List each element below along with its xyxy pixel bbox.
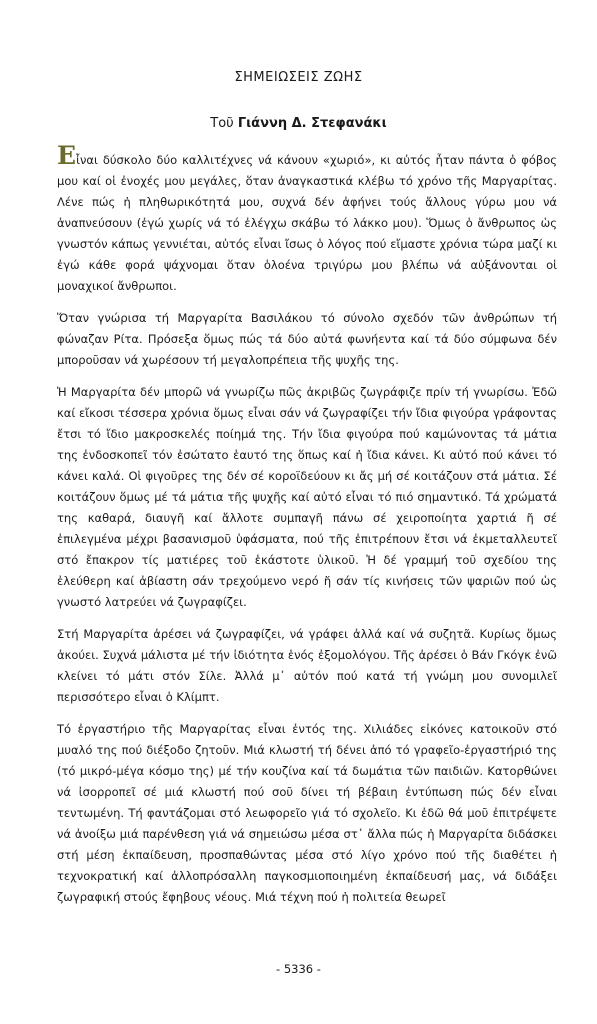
paragraph-3: Ἡ Μαργαρίτα δέν μπορῶ νά γνωρίζω πῶς ἀκριβῶς ζωγράφιζε πρίν τή γνωρίσω. Ἐδῶ καί εἴκοσι τέσσερα χρόνια ὅμως εἶναι σάν νά ζωγραφίζει τήν ἴδια φιγούρα γράφοντας ἔτσι τό ἴδιο μακροσκελές ποίημά της. Τήν ἴδια φιγούρα πού καμώνοντας τά μάτια της ἐνδοσκοπεῖ τόν ἐσώτατο ἑαυτό της ὅπως καί ἡ ἴδια κάνει. Κι αὐτό πού κάνει τό κάνει καλά. Οἱ φιγοῦρες της δέν σέ κοροϊδεύουν κι ἄς μή σέ κοιτάζουν στά μάτια. Σέ κοιτάζουν ὅμως μέ τά μάτια τῆς ψυχῆς καί αὐτό εἶναι τό πιό σημαντικό. Τά χρώματά της καθαρά, διαυγῆ καί ἄλλοτε συμπαγῆ πάνω σέ χειροποίητα χαρτιά ἤ σέ ἐπιλεγμένα μέχρι βασανισμοῦ ὑφάσματα, πού τῆς ἐπιτρέπουν ἔτσι νά ἐκμεταλλευτεῖ στό ἔπακρον τίς ματιέρες τοῦ ἑκάστοτε ὑλικοῦ. Ἡ δέ γραμμή τοῦ σχεδίου της ἐλεύθερη καί ἀβίαστη σάν τρεχούμενο νερό ἤ σάν τίς κινήσεις τῶν ψαριῶν πού ὡς γνωστό λατρεύει νά ζωγραφίζει. <box>57 385 557 609</box>
paragraph-1 <box>57 141 557 297</box>
byline <box>0 116 597 131</box>
article-body <box>57 141 557 919</box>
paragraph-5: Τό ἐργαστήριο τῆς Μαργαρίτας εἶναι ἐντός της. Χιλιάδες εἰκόνες κατοικοῦν στό μυαλό της πού διέξοδο ζητοῦν. Μιά κλωστή τή δένει ἀπό τό γραφεῖο-ἐργαστήριό της (τό μικρό-μέγα κόσμο της) μέ τήν κουζίνα καί τά δωμάτια τῶν παιδιῶν. Κατορθώνει νά ἰσορροπεῖ σέ μιά κλωστή πού σοῦ δίνει τή βέβαιη ἐντύπωση πώς δέν εἶναι τεντωμένη. Τή φαντάζομαι στό λεωφορεῖο γιά τό σχολεῖο. Κι ἐδῶ θά μοῦ ἐπιτρέψετε νά ἀνοίξω μιά παρένθεση γιά νά σημειώσω μέσα στ᾿ ἄλλα πώς ἡ Μαργαρίτα διδάσκει στή μέση ἐκπαίδευση, προσπαθώντας μέσα στό λίγο χρόνο πού τῆς διαθέτει ἡ τεχνοκρατική καί ἀλλοπρόσαλλη παγκοσμιοποιημένη ἐκπαίδευσή μας, νά διδάξει ζωγραφική στούς ἔφηβους νέους. Μιά τέχνη πού ἡ πολιτεία θεωρεῖ <box>57 722 557 904</box>
paragraph-1-text: ἶναι δύσκολο δύο καλλιτέχνες νά κάνουν «χωριό», κι αὐτός ἦταν πάντα ὁ φόβος μου καί οἱ ἐνοχές μου μεγάλες, ὅταν ἀναγκαστικά κλέβω τό χρόνο τῆς Μαργαρίτας. Λένε πώς ἡ πληθωρικότητά μου, συχνά δέν ἀφήνει τούς ἄλλους γύρω μου νά ἀναπνεύσουν (ἐγώ χωρίς νά τό ἐλέγχω σκάβω τό λάκκο μου). Ὅμως ὁ ἄνθρωπος ὡς γνωστόν κάπως γεννιέται, αὐτός εἶναι ἴσως ὁ λόγος πού εἴμαστε χρόνια τώρα μαζί κι ἐγώ κάθε φορά ψάχνομαι ὅταν ὁλοένα τριγύρω μου βλέπω νά αὐξάνονται οἱ μοναχικοί ἄνθρωποι. <box>57 153 557 293</box>
page-title: ΣΗΜΕΙΩΣΕΙΣ ΖΩΗΣ <box>234 70 363 85</box>
paragraph-4: Στή Μαργαρίτα ἀρέσει νά ζωγραφίζει, νά γράφει ἀλλά καί νά συζητᾶ. Κυρίως ὅμως ἀκούει. Συχνά μάλιστα μέ τήν ἰδιότητα ἑνός ἐξομολόγου. Τῆς ἀρέσει ὁ Βάν Γκόγκ ἐνῶ κλείνει τό μάτι στόν Σίλε. Ἀλλά μ᾿ αὐτόν πού κατά τή γνώμη μου συνομιλεῖ περισσότερο εἶναι ὁ Κλίμπτ. <box>57 627 557 704</box>
author-name: Γιάννη Δ. Στεφανάκι <box>237 116 387 131</box>
drop-cap: Ε <box>57 141 77 170</box>
page-number: - 5336 - <box>276 962 321 976</box>
paragraph-2: Ὅταν γνώρισα τή Μαργαρίτα Βασιλάκου τό σύνολο σχεδόν τῶν ἀνθρώπων τή φώναζαν Ρίτα. Πρόσεξα ὅμως πώς τά δύο αὐτά φωνήεντα καί τά δύο σύμφωνα δέν μποροῦσαν νά χωρέσουν τή μεγαλοπρέπεια τῆς ψυχῆς της. <box>57 311 557 367</box>
byline-prefix: Τοῦ <box>210 116 238 131</box>
